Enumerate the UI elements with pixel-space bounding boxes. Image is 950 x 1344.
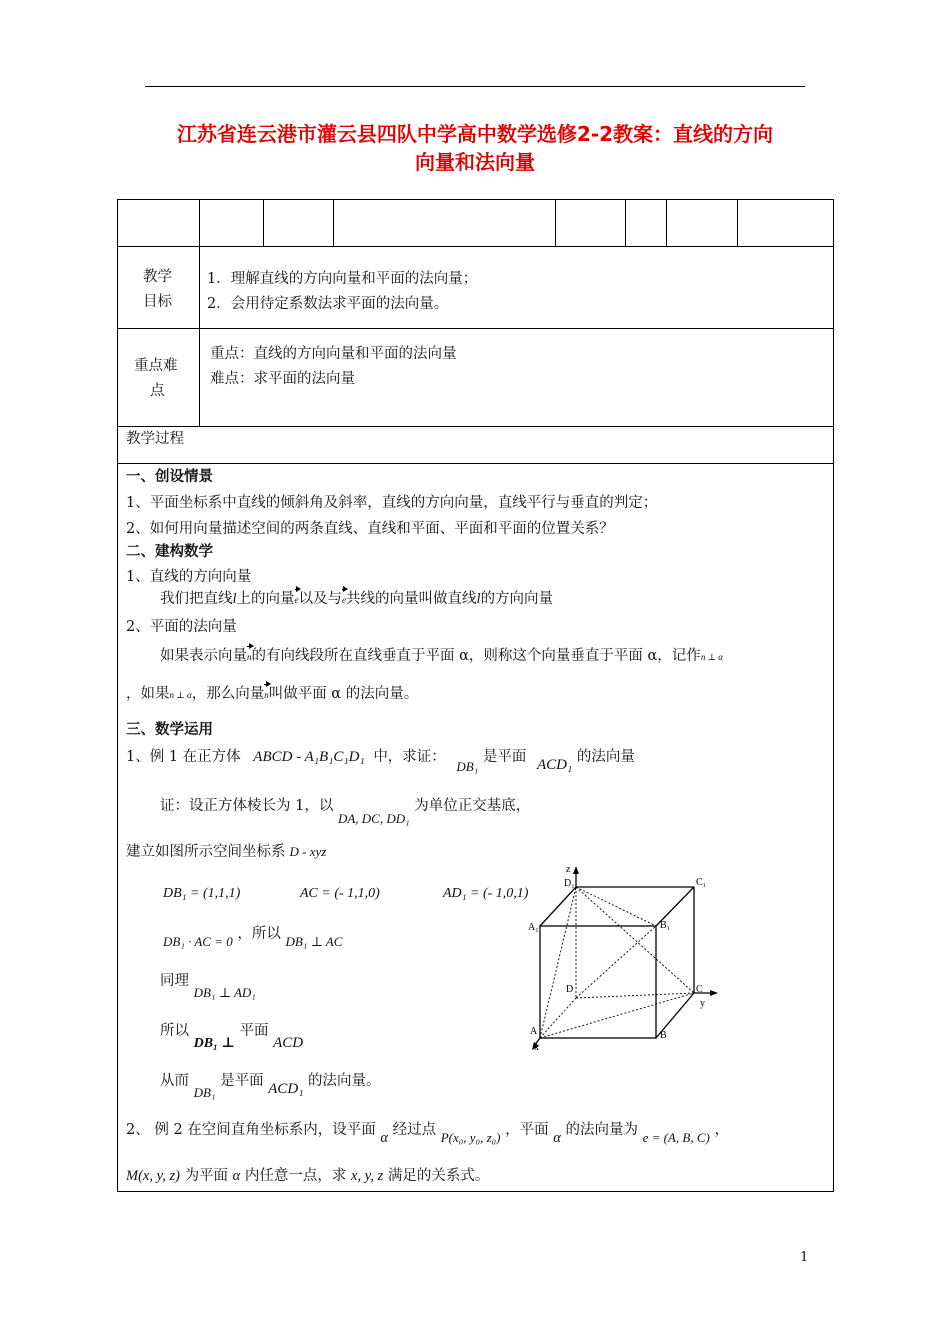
sec2-s1-sentence: 我们把直线l上的向量e以及与e共线的向量叫做直线l的方向向量 [160,591,554,607]
conclusion-line: 从而 DB₁ 是平面 ACD₁ 的法向量。 [160,1073,381,1100]
example-1: 1、例 1 在正方体 ABCD - A₁B₁C₁D₁ 中，求证： DB₁ 是平面 ACD₁ 的法向量 [126,749,635,774]
page-number: 1 [800,1250,809,1265]
sec1-p1: 1、平面坐标系中直线的倾斜角及斜率，直线的方向向量，直线平行与垂直的判定； [126,495,658,511]
tongli-line: 同理 DB₁ ⊥ AD₁ [160,973,256,1000]
cube-figure [520,860,720,1055]
sec2-s1: 1、直线的方向向量 [126,569,252,585]
key-point: 重点：直线的方向向量和平面的法向量 [210,346,457,362]
header-rule [145,86,805,87]
vec-ac: AC = (- 1,1,0) [300,886,380,901]
title-line-1: 江苏省连云港市灌云县四队中学高中数学选修2-2教案：直线的方向 [176,122,774,146]
label-a1: A₁ [528,922,539,933]
label-b1: B₁ [660,920,671,931]
label-b: B [660,1030,667,1041]
label-x: x [534,1042,539,1053]
label-d: D [566,984,574,995]
label-z: z [566,864,571,875]
goals-label-2: 目标 [143,294,172,310]
label-a: A [530,1026,538,1037]
sec2-s2: 2、平面的法向量 [126,619,237,635]
proof-line-1: 证：设正方体棱长为 1，以 DA, DC, DD₁ 为单位正交基底， [160,798,531,826]
process-label: 教学过程 [126,431,184,447]
example-2-line-2: M(x, y, z) 为平面 α 内任意一点，求 x, y, z 满足的关系式。 [126,1168,490,1184]
vec-db1: DB₁ = (1,1,1) [163,886,241,901]
goal-item-1: 1．理解直线的方向向量和平面的法向量； [207,271,478,287]
coord-line: 建立如图所示空间坐标系 D - xyz [126,844,327,860]
sec1-heading: 一、创设情景 [126,469,213,485]
label-c1: C₁ [696,877,707,888]
difficult-point: 难点：求平面的法向量 [210,371,355,387]
keys-label-2: 点 [150,383,165,399]
sec2-s2-sentence: 如果表示向量n的有向线段所在直线垂直于平面 α，则称这个向量垂直于平面 α，记作n ⊥ α [160,648,724,664]
document-title [120,120,830,176]
suoyi-line: 所以 DB₁ ⊥ 平面 ACD [160,1023,304,1051]
vec-ad1: AD₁ = (- 1,0,1) [443,886,529,901]
dot-line: DB₁ · AC = 0 ，所以 DB₁ ⊥ AC [163,926,343,949]
label-d1: D₁ [564,878,575,889]
sec2-heading: 二、建构数学 [126,544,213,560]
goal-item-2: 2．会用待定系数法求平面的法向量。 [207,296,449,312]
label-c: C [696,984,703,995]
title-line-2: 向量和法向量 [415,150,535,174]
sec1-p2: 2、如何用向量描述空间的两条直线、直线和平面、平面和平面的位置关系？ [126,521,614,537]
goals-label-1: 教学 [143,269,172,285]
sec2-s2-sentence-2: ，如果n ⊥ α，那么向量n叫做平面 α 的法向量。 [126,686,419,702]
keys-label-1: 重点难 [134,358,178,374]
label-y: y [700,998,705,1009]
example-2: 2、 例 2 在空间直角坐标系内，设平面 α 经过点 P(x₀, y₀, z₀) ，平面 α 的法向量为 e = (A, B, C) ， [126,1122,729,1146]
sec3-heading: 三、数学运用 [126,722,213,738]
